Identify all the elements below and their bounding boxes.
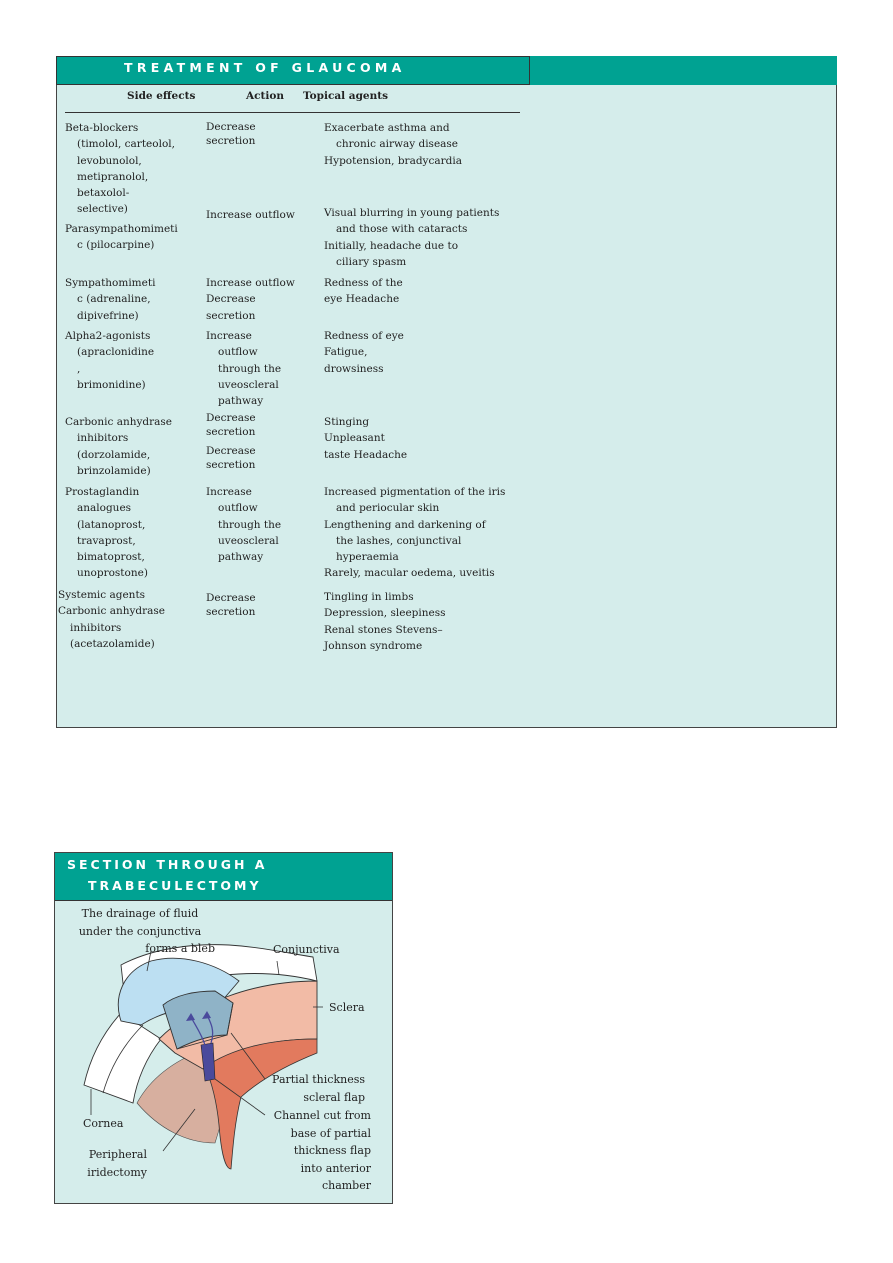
row-sympathomimetic-action: Increase outflow Decrease secretion xyxy=(206,277,295,322)
row-beta-blockers-drug: Beta-blockers (timolol, carteolol, levobunolol, metipranolol, betaxolol- selective) xyxy=(65,122,175,216)
row-systemic-agents-effects: Tingling in limbs Depression, sleepiness Renal stones Stevens– Johnson syndrome xyxy=(324,591,446,652)
label-conjunctiva: Conjunctiva xyxy=(273,943,340,956)
glaucoma-table-title: TREATMENT OF GLAUCOMA xyxy=(124,60,406,75)
row-carbonic-anhydrase-effects: Stinging Unpleasant taste Headache xyxy=(324,416,408,461)
row-parasympathomimetic-effects: Visual blurring in young patients and those with cataracts Initially, headache due to ciliary spasm xyxy=(324,207,500,268)
row-carbonic-anhydrase-action: Decrease secretion Decrease secretion xyxy=(206,412,256,471)
row-alpha2-agonists-drug: Alpha2-agonists (apraclonidine , brimonidine) xyxy=(65,330,155,391)
row-beta-blockers-effects: Exacerbate asthma and chronic airway disease Hypotension, bradycardia xyxy=(324,122,462,167)
header-side-effects: Side effects xyxy=(127,90,196,102)
row-parasympathomimetic-action: Increase outflow xyxy=(206,209,295,221)
row-systemic-agents-drug: Systemic agents Carbonic anhydrase inhibitors (acetazolamide) xyxy=(58,589,166,650)
row-beta-blockers-action: Decrease secretion xyxy=(206,121,256,147)
label-sclera: Sclera xyxy=(329,1001,365,1014)
label-partial-thickness-flap: Partial thickness scleral flap xyxy=(272,1073,365,1104)
row-prostaglandin-effects: Increased pigmentation of the iris and periocular skin Lengthening and darkening of the lashes, conjunctival hyperaemia Rarely, macular oedema, uveitis xyxy=(324,486,506,580)
header-topical-agents: Topical agents xyxy=(303,90,389,102)
figure-title-line-1: SECTION THROUGH A xyxy=(67,857,268,872)
label-peripheral-iridectomy: Peripheral iridectomy xyxy=(87,1148,147,1179)
row-prostaglandin-drug: Prostaglandin analogues (latanoprost, travaprost, bimatoprost, unoprostone) xyxy=(65,486,148,580)
label-bleb: The drainage of fluid under the conjunctiva forms a bleb xyxy=(78,907,215,955)
figure-title-line-2: TRABECULECTOMY xyxy=(88,878,262,893)
row-alpha2-agonists-action: Increase outflow through the uveoscleral pathway xyxy=(206,330,282,408)
row-parasympathomimetic-drug: Parasympathomimeti c (pilocarpine) xyxy=(65,223,178,252)
row-sympathomimetic-drug: Sympathomimeti c (adrenaline, dipivefrine) xyxy=(65,277,156,322)
header-rule xyxy=(65,112,520,113)
row-sympathomimetic-effects: Redness of the eye Headache xyxy=(324,277,403,306)
trabeculectomy-figure-panel xyxy=(54,852,393,1204)
row-prostaglandin-action: Increase outflow through the uveoscleral pathway xyxy=(206,486,282,564)
label-cornea: Cornea xyxy=(83,1117,124,1130)
row-carbonic-anhydrase-drug: Carbonic anhydrase inhibitors (dorzolamide, brinzolamide) xyxy=(65,416,173,477)
row-alpha2-agonists-effects: Redness of eye Fatigue, drowsiness xyxy=(324,330,404,375)
label-channel: Channel cut from base of partial thickness flap into anterior chamber xyxy=(273,1109,371,1192)
header-action: Action xyxy=(246,90,285,102)
row-systemic-agents-action: Decrease secretion xyxy=(206,592,256,618)
